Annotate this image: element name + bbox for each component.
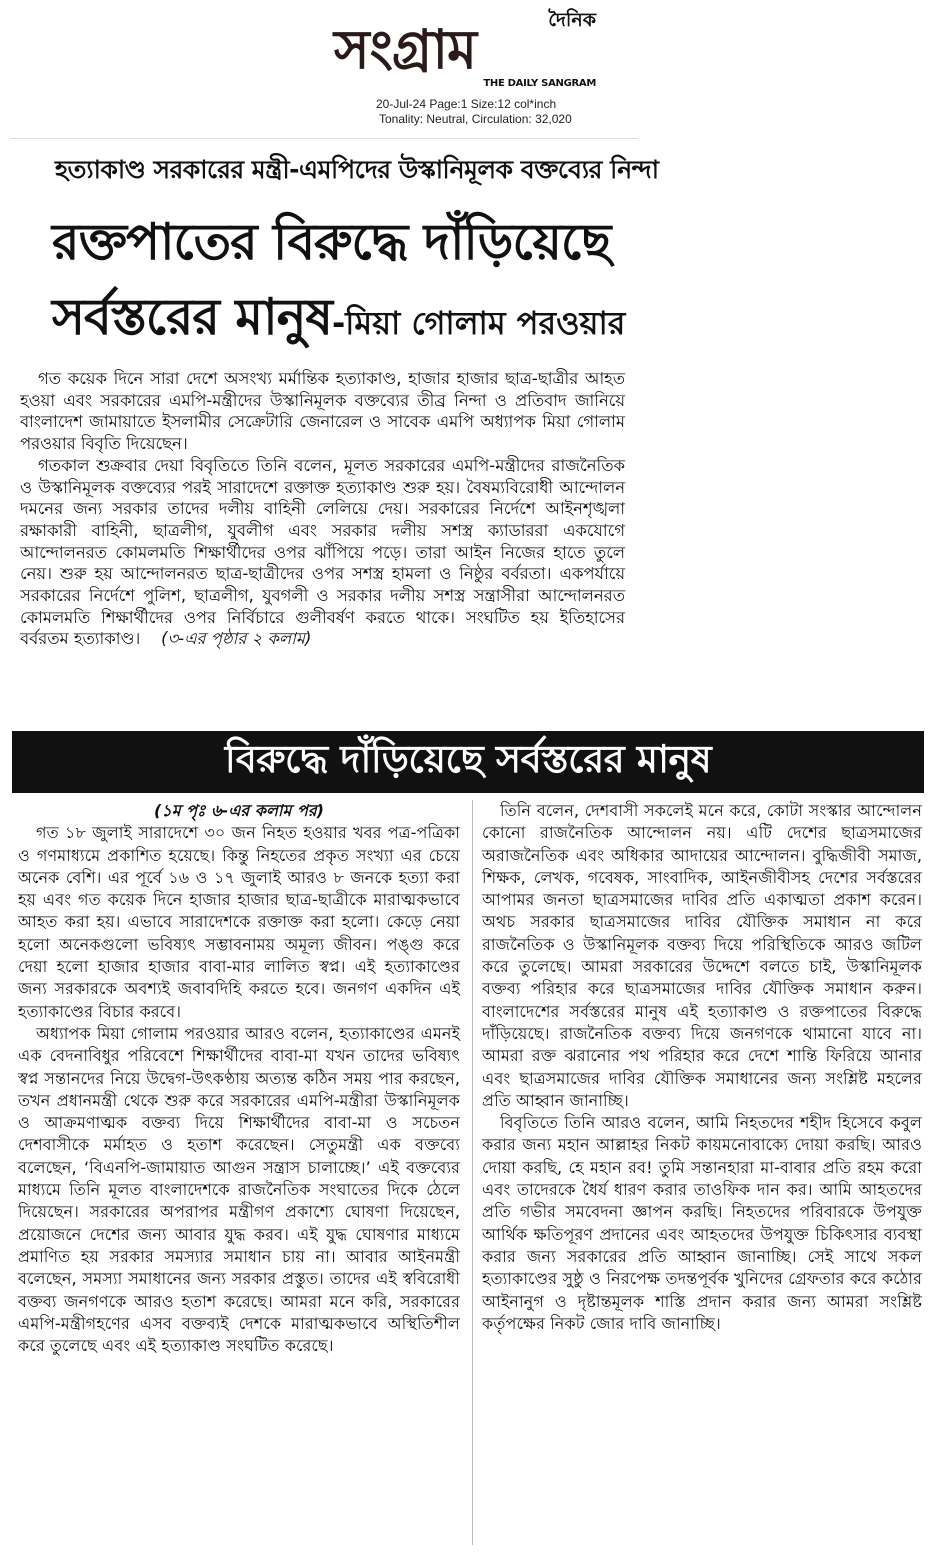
headline-line-2-text: সর্বস্তরের মানুষ	[52, 288, 332, 346]
masthead	[330, 4, 620, 92]
clip-meta-line-1: 20-Jul-24 Page:1 Size:12 col*inch	[376, 97, 557, 111]
top-rule	[10, 138, 638, 139]
masthead-english: THE DAILY SANGRAM	[483, 78, 596, 89]
continuation-left-column	[18, 800, 460, 1357]
article-paragraph: গত কয়েক দিনে সারা দেশে অসংখ্য মর্মান্তিক হত্যাকাণ্ড, হাজার হাজার ছাত্র-ছাত্রীর আহত হওয়া এবং সরকারের এমপি-মন্ত্রীদের উস্কানিমূলক বক্তব্যের তীব্র নিন্দা ও প্রতিবাদ জানিয়ে বাংলাদেশ জামায়াতে ইসলামীর সেক্রেটারি জেনারেল ও সাবেক এমপি অধ্যাপক মিয়া গোলাম পরওয়ার বিবৃতি দিয়েছেন।	[20, 369, 625, 454]
continuation-banner	[12, 731, 924, 793]
column-divider	[472, 800, 473, 1545]
clip-meta-line-2: Tonality: Neutral, Circulation: 32,020	[379, 112, 572, 126]
article-body	[20, 368, 625, 650]
banner-title: বিরুদ্ধে দাঁড়িয়েছে সর্বস্তরের মানুষ	[224, 737, 712, 781]
article-paragraph: বিবৃতিতে তিনি আরও বলেন, আমি নিহতদের শহীদ হিসেবে কবুল করার জন্য মহান আল্লাহর নিকট কায়মনোবাক্যে দোয়া করছি। আরও দোয়া করছি, হে মহান রব! তুমি সন্তানহারা মা-বাবার প্রতি রহম করো এবং তাদেরকে ধৈর্য ধারণ করার তাওফিক দান কর। আমি আহতদের প্রতি গভীর সমবেদনা জ্ঞাপন করছি। নিহতদের পরিবারকে উপযুক্ত আর্থিক ক্ষতিপূরণ প্রদানের এবং আহতদের উপযুক্ত চিকিৎসার ব্যবস্থা করার জন্য সরকারের প্রতি আহ্বান জানাচ্ছি। সেই সাথে সকল হত্যাকাণ্ডের সুষ্ঠু ও নিরপেক্ষ তদন্তপূর্বক খুনিদের গ্রেফতার করে কঠোর আইনানুগ ও দৃষ্টান্তমূলক শাস্তি প্রদান করার জন্য আমরা সংশ্লিষ্ট কর্তৃপক্ষের নিকট জোর দাবি জানাচ্ছি।	[482, 1113, 922, 1333]
article-kicker: হত্যাকাণ্ড সরকারের মন্ত্রী-এমপিদের উস্কানিমূলক বক্তব্যের নিন্দা	[55, 155, 659, 184]
article-paragraph-text: গতকাল শুক্রবার দেয়া বিবৃতিতে তিনি বলেন, মূলত সরকারের এমপি-মন্ত্রীদের রাজনৈতিক ও উস্কানিমূলক বক্তব্যের পরই সারাদেশে রক্তাক্ত হত্যাকাণ্ড শুরু হয়। বৈষম্যবিরোধী আন্দোলন দমনের জন্য সরকার তাদের দলীয় বাহিনী লেলিয়ে দেয়। সরকারের নির্দেশে আইনশৃঙ্খলা রক্ষাকারী বাহিনী, ছাত্রলীগ, যুবলীগ এবং সরকার দলীয় সশস্ত্র ক্যাডাররা একযোগে আন্দোলনরত কোমলমতি শিক্ষার্থীদের ওপর ঝাঁপিয়ে পড়ে। তারা আইন নিজের হাতে তুলে নেয়। শুরু হয় আন্দোলনরত ছাত্র-ছাত্রীদের ওপর সশস্ত্র হামলা ও নিষ্ঠুর বর্বরতা। একপর্যায়ে সরকারের নির্দেশে পুলিশ, ছাত্রলীগ, যুবগলী ও সরকার দলীয় সশস্ত্র সন্ত্রাসীরা আন্দোলনরত কোমলমতি শিক্ষার্থীদের ওপর নির্বিচারে গুলীবর্ষণ করতে থাকে। সংঘটিত হয় ইতিহাসের বর্বরতম হত্যাকাণ্ড।	[20, 455, 625, 649]
article-paragraph	[20, 455, 625, 650]
byline: -মিয়া গোলাম পরওয়ার	[332, 304, 626, 342]
article-paragraph: গত ১৮ জুলাই সারাদেশে ৩০ জন নিহত হওয়ার খবর পত্র-পত্রিকা ও গণমাধ্যমে প্রকাশিত হয়েছে। কিন্তু নিহতের প্রকৃত সংখ্যা এর চেয়ে অনেক বেশি। এর পূর্বে ১৬ ও ১৭ জুলাই আরও ৮ জনকে হত্যা করা হয় এবং গত কয়েক দিনে হাজার হাজার ছাত্র-ছাত্রীকে মারাত্মকভাবে আহত করা হয়। এভাবে সারাদেশকে রক্তাক্ত করা হলো। কেড়ে নেয়া হলো অনেকগুলো ভবিষ্যৎ সম্ভাবনাময় অমূল্য জীবন। পঙ্গু করে দেয়া হলো হাজার হাজার বাবা-মার লালিত স্বপ্ন। এই হত্যাকাণ্ডের জন্য সরকারকে অবশ্যই জবাবদিহি করতে হবে। জনগণ একদিন এই হত্যাকাণ্ডের বিচার করবে।	[18, 823, 460, 1021]
masthead-dainik: দৈনিক	[548, 9, 596, 31]
masthead-logo: সংগ্রাম	[334, 18, 477, 81]
continuation-right-column	[482, 800, 922, 1335]
jump-reference: (৩-এর পৃষ্ঠার ২ কলাম)	[161, 629, 312, 649]
headline-line-1: রক্তপাতের বিরুদ্ধে দাঁড়িয়েছে	[52, 213, 611, 271]
headline-line-2	[52, 280, 626, 363]
article-paragraph: অধ্যাপক মিয়া গোলাম পরওয়ার আরও বলেন, হত্যাকাণ্ডের এমনই এক বেদনাবিধুর পরিবেশে শিক্ষার্থীদের বাবা-মা যখন তাদের ভবিষ্যৎ স্বপ্ন সন্তানদের নিয়ে উদ্বেগ-উৎকণ্ঠায় অত্যন্ত কঠিন সময় পার করছেন, তখন প্রধানমন্ত্রী থেকে শুরু করে সরকারের এমপি-মন্ত্রীরা উস্কানিমূলক ও আক্রমণাত্মক বক্তব্য দিয়ে শিক্ষার্থীদের বাবা-মা ও সচেতন দেশবাসীকে মর্মাহত ও হতাশ করেছেন। সেতুমন্ত্রী এক বক্তব্যে বলেছেন, ‘বিএনপি-জামায়াত আগুন সন্ত্রাস চালাচ্ছে।’ এই বক্তব্যের মাধ্যমে তিনি মূলত বাংলাদেশকে রাজনৈতিক সংঘাতের দিকে ঠেলে দিয়েছেন। সরকারের অপরাপর মন্ত্রীগণ প্রকাশ্যে ঘোষণা দিয়েছেন, প্রয়োজনে দেশের জন্য আবার যুদ্ধ করব। এই যুদ্ধ ঘোষণার মাধ্যমে প্রমাণিত হয় সরকার সমস্যার সমাধান চায় না। আবার আইনমন্ত্রী বলেছেন, সমস্যা সমাধানের জন্য সরকার প্রস্তুত। তাদের এই স্ববিরোধী বক্তব্য জনগণকে আরও হতাশ করেছে। আমরা মনে করি, সরকারের এমপি-মন্ত্রীগহণের এসব বক্তব্যই দেশকে মারাত্মকভাবে অস্থিতিশীল করে তুলেছে এবং এই হত্যাকাণ্ড সংঘটিত করেছে।	[18, 1023, 460, 1356]
continued-from: (১ম পৃঃ ৬-এর কলাম পর)	[154, 801, 324, 820]
article-paragraph: তিনি বলেন, দেশবাসী সকলেই মনে করে, কোটা সংস্কার আন্দোলন কোনো রাজনৈতিক আন্দোলন নয়। এটি দেশের ছাত্রসমাজের অরাজনৈতিক এবং অধিকার আদায়ের আন্দোলন। বুদ্ধিজীবী সমাজ, শিক্ষক, লেখক, গবেষক, সাংবাদিক, আইনজীবীসহ দেশের সর্বস্তরের আপামর জনতা ছাত্রসমাজের দাবির প্রতি একাত্মতা প্রকাশ করেন। অথচ সরকার ছাত্রসমাজের দাবির যৌক্তিক সমাধান না করে রাজনৈতিক ও উস্কানিমূলক বক্তব্য দিয়ে পরিস্থিতিকে আরও জটিল করে তুলেছে। আমরা সরকারের উদ্দেশে বলতে চাই, উস্কানিমূলক বক্তব্য পরিহার করে ছাত্রসমাজের দাবির যৌক্তিক সমাধান করুন। বাংলাদেশের সর্বস্তরের মানুষ এই হত্যাকাণ্ড ও রক্তপাতের বিরুদ্ধে দাঁড়িয়েছে। রাজনৈতিক বক্তব্য দিয়ে জনগণকে থামানো যাবে না। আমরা রক্ত ঝরানোর পথ পরিহার করে দেশে শান্তি ফিরিয়ে আনার এবং ছাত্রসমাজের দাবির যৌক্তিক সমাধানের জন্য সংশ্লিষ্ট মহলের প্রতি আহ্বান জানাচ্ছি।	[482, 801, 922, 1110]
